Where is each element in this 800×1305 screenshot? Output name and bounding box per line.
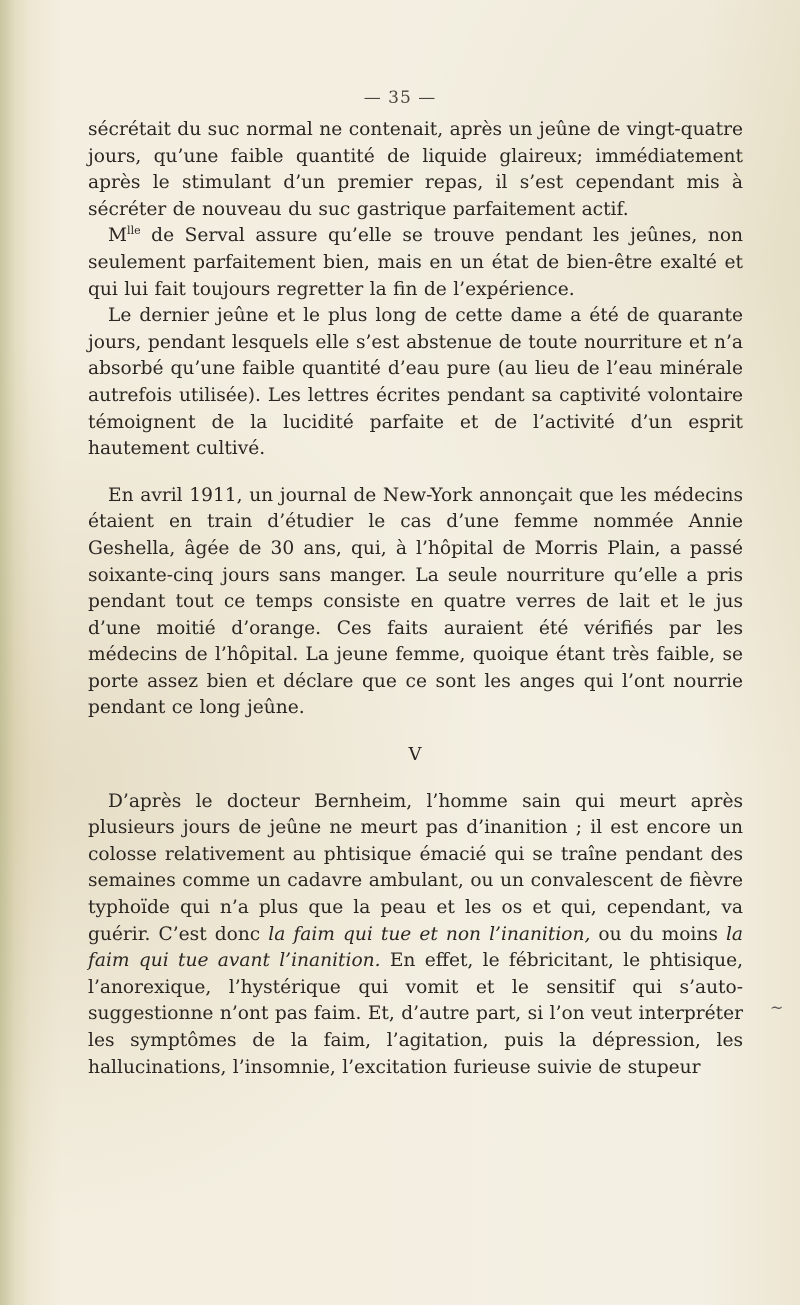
page-number: — 35 — [363, 88, 437, 108]
emphasis-2: la faim qui tue avant l’inanition. [88, 923, 743, 972]
body-text [88, 117, 743, 1081]
paragraph-1: sécrétait du suc normal ne contenait, après un jeûne de vingt-quatre jours, qu’une faible quantité de liquide glaireux; immédiatement après le stimulant d’un premier repas, il s’est cependant mis à sécréter de nouveau du suc gastrique parfaitement actif. [88, 119, 743, 220]
title-abbrev-superscript: lle [127, 224, 141, 238]
paragraph-5-text-a: D’après le docteur Bernheim, l’homme sain qui meurt après plusieurs jours de jeûne ne meurt pas d’inanition ; il est encore un colosse relativement au phtisique émacié qui se traîne pendant des semaines comme un cadavre ambulant, ou un convalescent de fièvre typhoïde qui n’a plus que la peau et les os et qui, cependant, va guérir. C’est donc [88, 790, 743, 945]
paragraph-5 [88, 789, 743, 1082]
margin-mark: ~ [770, 998, 784, 1017]
paragraph-2 [88, 223, 743, 303]
section-heading: V [408, 744, 423, 766]
paragraph-5-text-b: ou du moins [590, 923, 726, 945]
title-abbrev: M [108, 225, 128, 247]
paragraph-3: Le dernier jeûne et le plus long de cette dame a été de quarante jours, pendant lesquels elle s’est abstenue de toute nourriture et n’a absorbé qu’une faible quantité d’eau pure (au lieu de l’eau minérale autrefois utilisée). Les lettres écrites pendant sa captivité volontaire témoignent de la lucidité parfaite et de l’activité d’un esprit hautement cultivé. [88, 305, 743, 460]
paragraph-4: En avril 1911, un journal de New-York annonçait que les médecins étaient en train d’étudier le cas d’une femme nommée Annie Geshella, âgée de 30 ans, qui, à l’hôpital de Morris Plain, a passé soixante-cinq jours sans manger. La seule nourriture qu’elle a pris pendant tout ce temps consiste en quatre verres de lait et le jus d’une moitié d’orange. Ces faits auraient été vérifiés par les médecins de l’hôpital. La jeune femme, quoique étant très faible, se porte assez bien et déclare que ce sont les anges qui l’ont nourrie pendant ce long jeûne. [88, 484, 743, 719]
paragraph-5-text-c: En effet, le fébricitant, le phtisique, l’anorexique, l’hystérique qui vomit et le sensitif qui s’auto-suggestionne n’ont pas faim. Et, d’autre part, si l’on veut interpréter les symptômes de la faim, l’agitation, puis la dépression, les hallucinations, l’insomnie, l’excitation furieuse suivie de stupeur [88, 950, 743, 1078]
emphasis-1: la faim qui tue et non l’inanition, [268, 923, 591, 945]
page-edge-shadow [0, 0, 30, 1305]
paragraph-2-text: de Serval assure qu’elle se trouve pendant les jeûnes, non seulement parfaitement bien, mais en un état de bien-être exalté et qui lui fait toujours regretter la fin de l’expérience. [88, 225, 743, 300]
